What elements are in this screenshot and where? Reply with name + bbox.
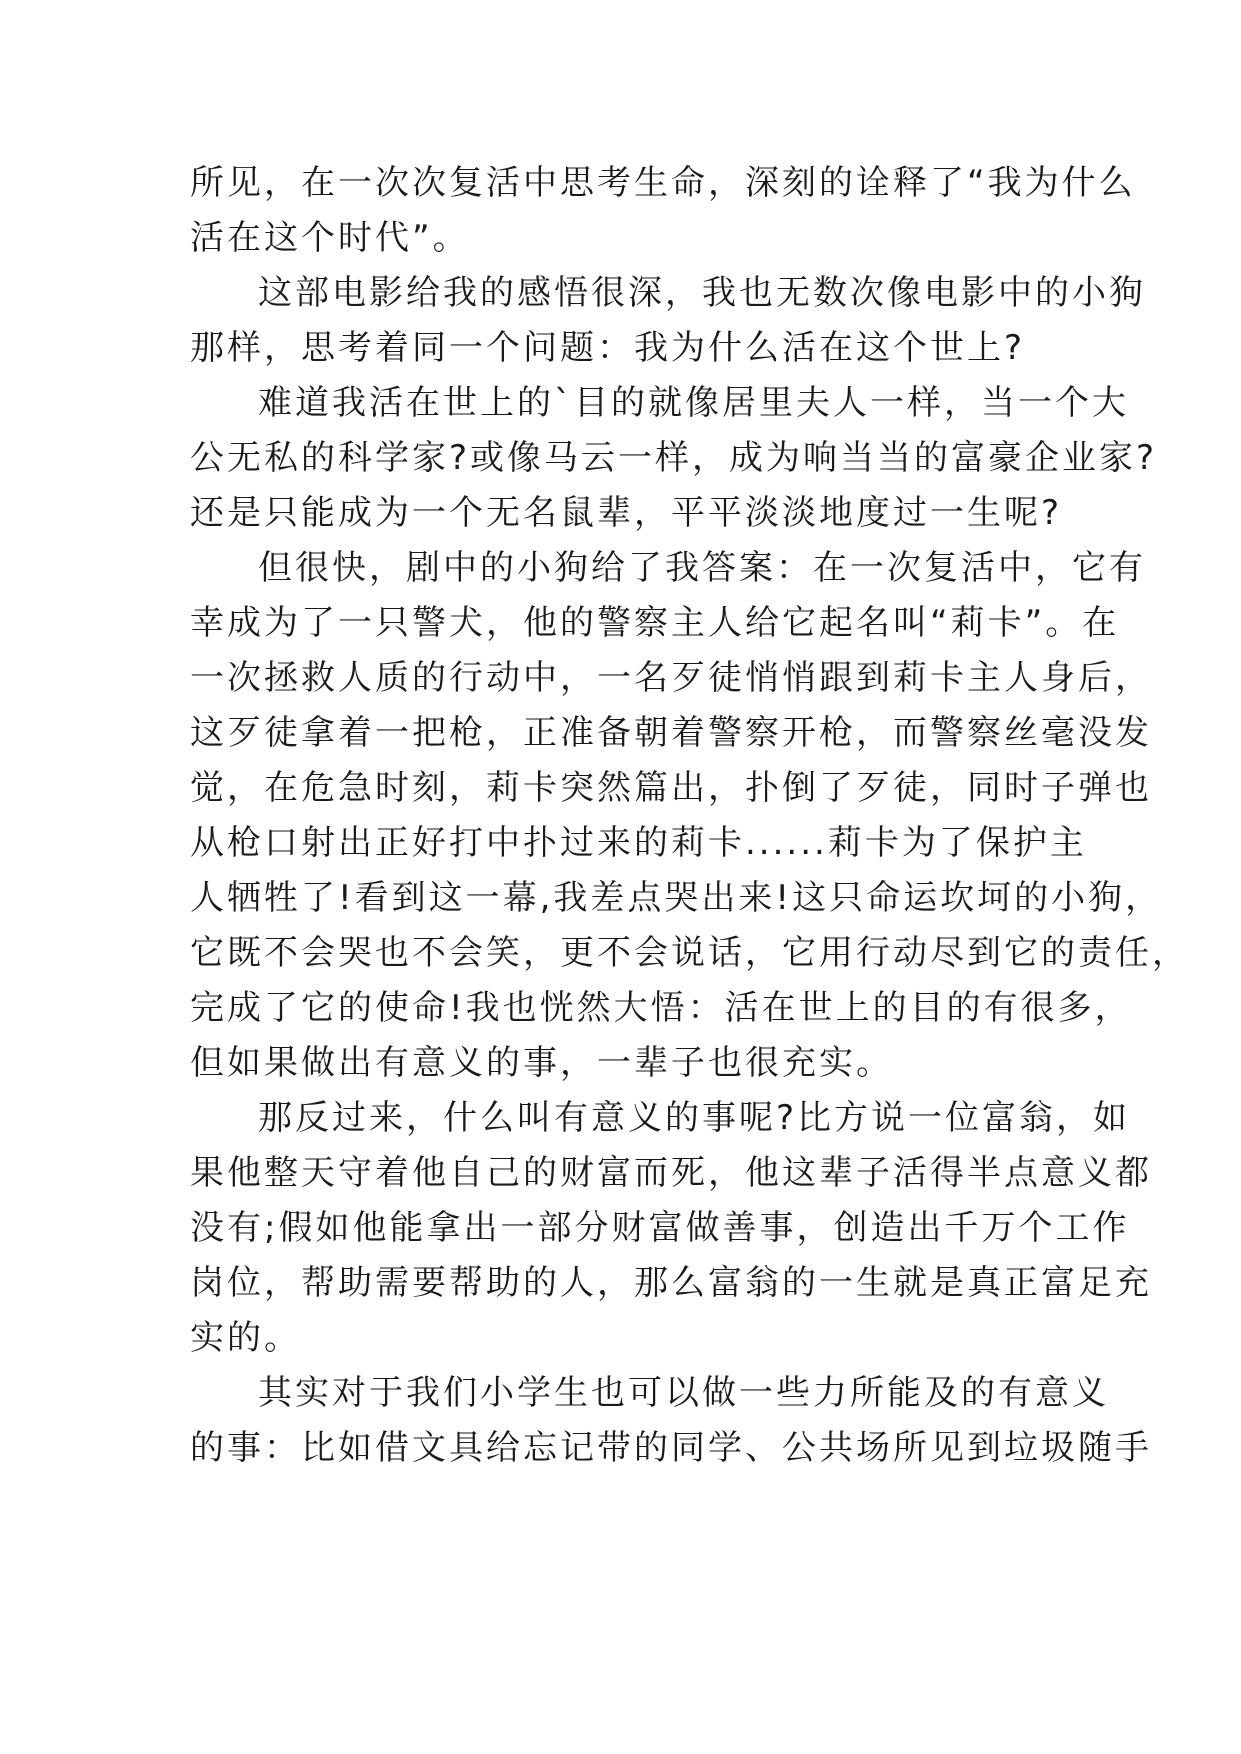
text-line: 一次拯救人质的行动中，一名歹徒悄悄跟到莉卡主人身后， [190,658,1152,698]
text-line: 果他整天守着他自己的财富而死，他这辈子活得半点意义都 [190,1153,1152,1193]
text-line: 还是只能成为一个无名鼠辈，平平淡淡地度过一生呢? [190,493,1063,533]
text-line: 完成了它的使命!我也恍然大悟：活在世上的目的有很多， [190,988,1132,1028]
text-line: 这部电影给我的感悟很深，我也无数次像电影中的小狗 [258,273,1146,313]
text-line: 从枪口射出正好打中扑过来的莉卡......莉卡为了保护主 [190,823,1087,863]
text-line: 活在这个时代”。 [190,218,470,258]
text-line: 没有;假如他能拿出一部分财富做善事，创造出千万个工作 [190,1208,1130,1248]
text-line: 觉，在危急时刻，莉卡突然篇出，扑倒了歹徒，同时子弹也 [190,768,1152,808]
text-line: 这歹徒拿着一把枪，正准备朝着警察开枪，而警察丝毫没发 [190,713,1152,753]
text-line: 其实对于我们小学生也可以做一些力所能及的有意义 [258,1373,1109,1413]
text-line: 人牺牲了!看到这一幕,我差点哭出来!这只命运坎坷的小狗， [190,878,1163,918]
text-line: 的事：比如借文具给忘记带的同学、公共场所见到垃圾随手 [190,1428,1152,1468]
text-line: 实的。 [190,1318,301,1358]
text-line: 但很快，剧中的小狗给了我答案：在一次复活中，它有 [258,548,1146,588]
text-line: 公无私的科学家?或像马云一样，成为响当当的富豪企业家? [190,438,1158,478]
text-line: 那样，思考着同一个问题：我为什么活在这个世上? [190,328,1026,368]
text-line: 那反过来，什么叫有意义的事呢?比方说一位富翁，如 [258,1098,1131,1138]
text-line: 但如果做出有意义的事，一辈子也很充实。 [190,1043,893,1083]
text-line: 难道我活在世上的`目的就像居里夫人一样，当一个大 [258,383,1129,423]
text-line: 所见，在一次次复活中思考生命，深刻的诠释了“我为什么 [190,163,1136,203]
text-line: 岗位，帮助需要帮助的人，那么富翁的一生就是真正富足充 [190,1263,1152,1303]
text-line: 幸成为了一只警犬，他的警察主人给它起名叫“莉卡”。在 [190,603,1120,643]
text-line: 它既不会哭也不会笑，更不会说话，它用行动尽到它的责任， [190,933,1189,973]
document-body [190,156,1189,1476]
